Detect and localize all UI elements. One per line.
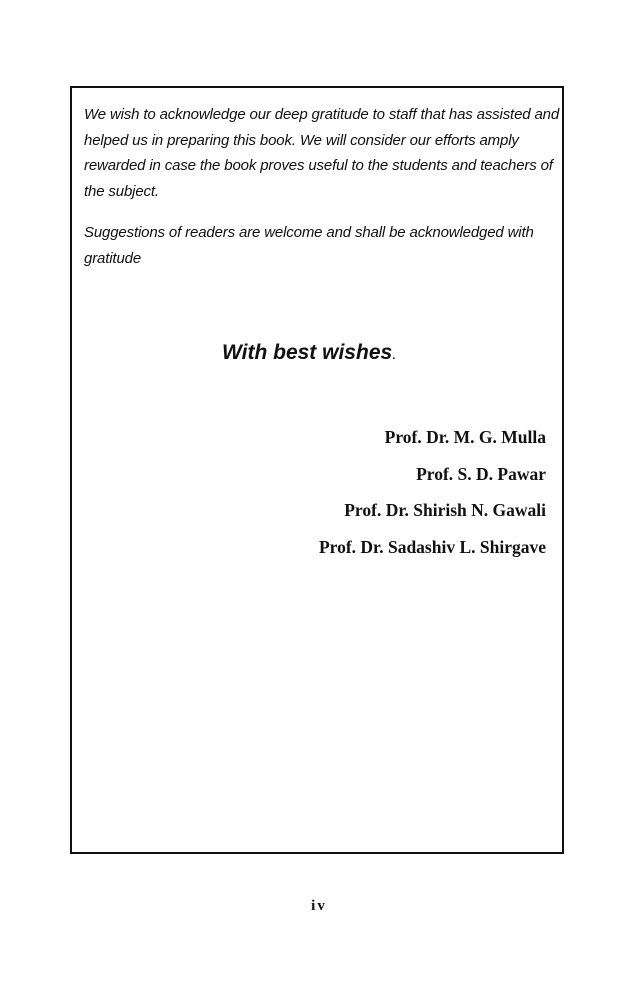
closing-wishes-period: .: [392, 346, 397, 363]
signatory-list: [246, 422, 546, 568]
suggestions-paragraph: Suggestions of readers are welcome and shall be acknowledged with gratitude: [84, 224, 534, 267]
signatory-name: Prof. S. D. Pawar: [416, 463, 546, 484]
closing-wishes-text: With best wishes: [222, 341, 393, 364]
signatory-name: Prof. Dr. Sadashiv L. Shirgave: [318, 536, 546, 557]
signatory-name: Prof. Dr. M. G. Mulla: [384, 427, 546, 447]
acknowledgement-paragraph: We wish to acknowledge our deep gratitude to staff that has assisted and helped us in preparing this book. We will consider our efforts amply rewarded in case the book proves useful to the students and teachers of the subject.: [84, 106, 560, 200]
closing-wishes: [222, 341, 397, 365]
signatory-name: Prof. Dr. Shirish N. Gawali: [344, 500, 546, 520]
page-number: iv: [311, 898, 327, 914]
